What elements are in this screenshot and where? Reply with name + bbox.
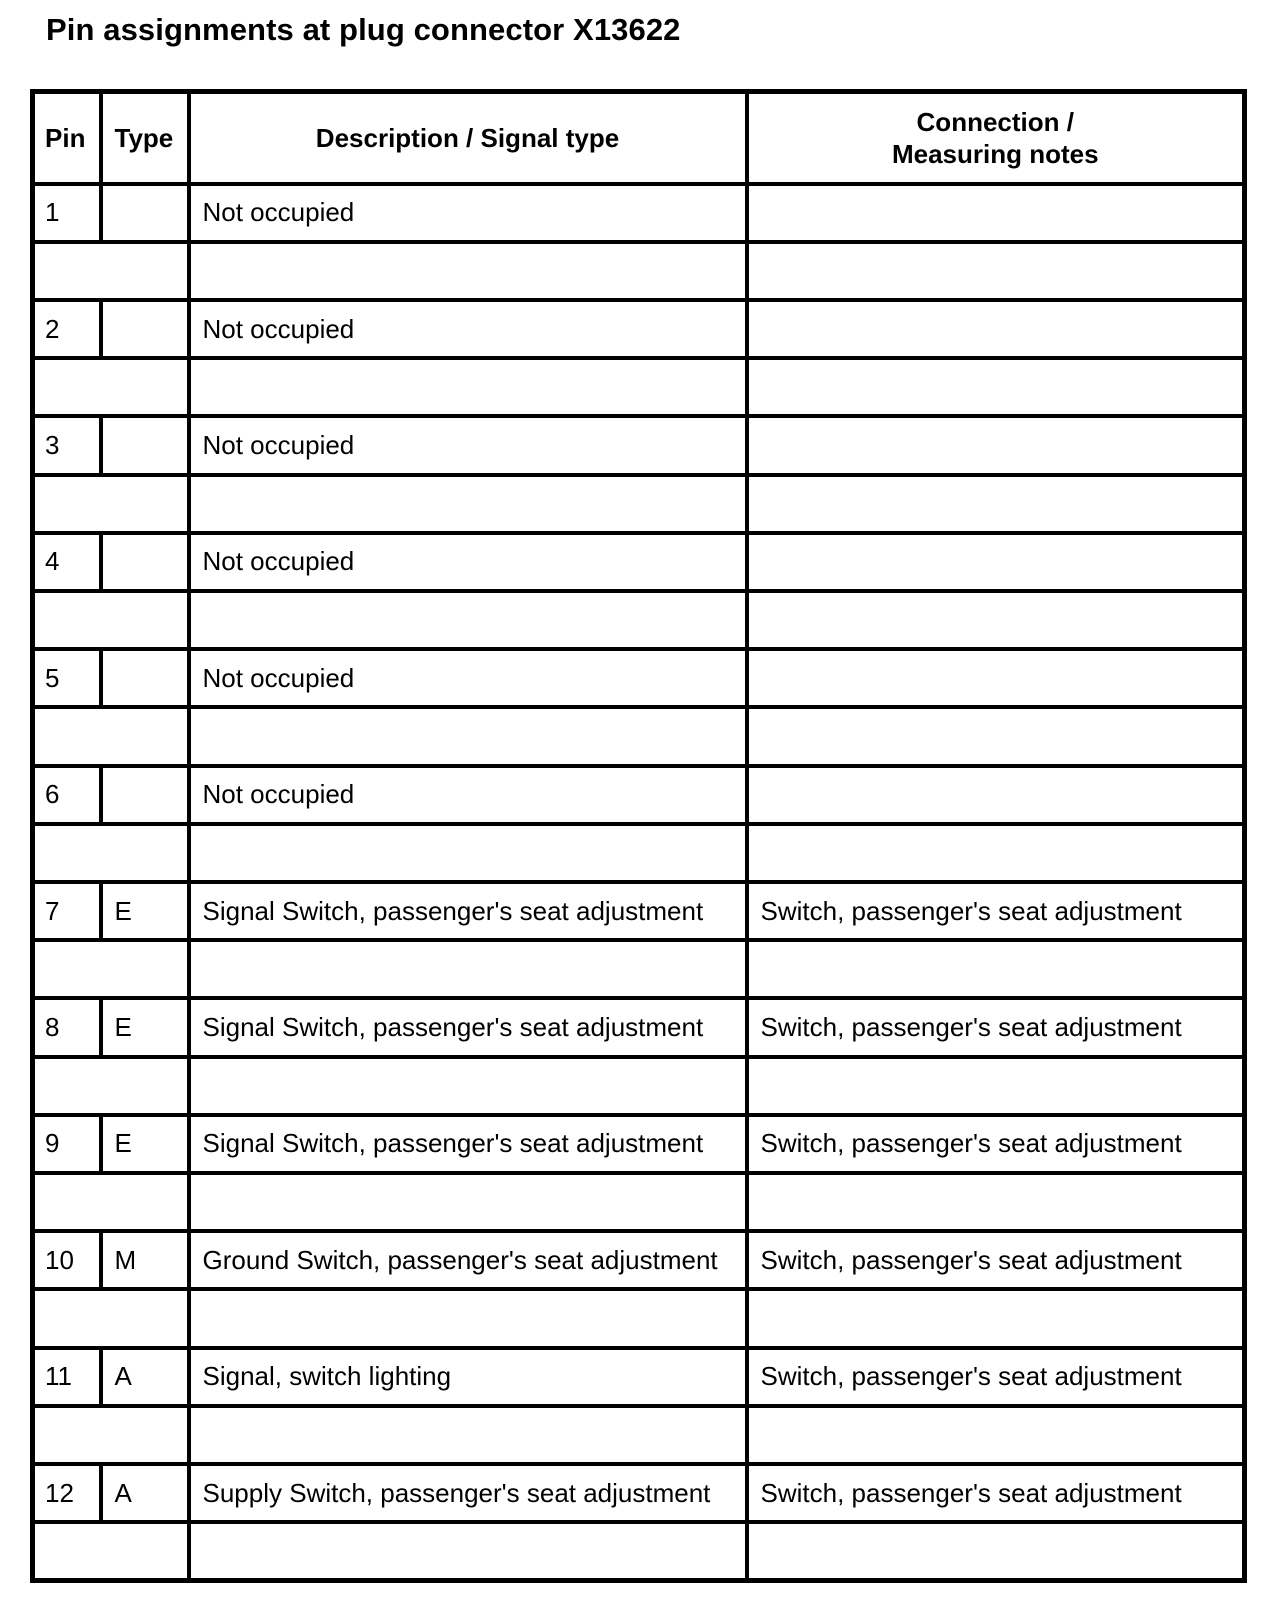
- spacer-cell-pin-type: [33, 358, 189, 416]
- spacer-cell-description: [189, 1173, 747, 1231]
- connection-cell: [747, 184, 1245, 242]
- header-description: Description / Signal type: [189, 92, 747, 184]
- spacer-cell-description: [189, 1289, 747, 1347]
- description-cell: Signal Switch, passenger's seat adjustment: [189, 882, 747, 940]
- header-connection-line1: Connection /: [916, 106, 1074, 137]
- description-cell: Not occupied: [189, 533, 747, 591]
- spacer-row: [33, 1289, 1245, 1347]
- table-row: [33, 416, 1245, 474]
- spacer-row: [33, 242, 1245, 300]
- spacer-cell-pin-type: [33, 1057, 189, 1115]
- pin-cell: 3: [33, 416, 101, 474]
- type-cell: [101, 649, 189, 707]
- type-cell: E: [101, 882, 189, 940]
- spacer-cell-description: [189, 358, 747, 416]
- spacer-row: [33, 940, 1245, 998]
- connection-cell: Switch, passenger's seat adjustment: [747, 1464, 1245, 1522]
- connection-cell: Switch, passenger's seat adjustment: [747, 1348, 1245, 1406]
- type-cell: [101, 766, 189, 824]
- spacer-cell-pin-type: [33, 1173, 189, 1231]
- description-cell: Not occupied: [189, 766, 747, 824]
- spacer-cell-description: [189, 1406, 747, 1464]
- pin-cell: 1: [33, 184, 101, 242]
- spacer-row: [33, 358, 1245, 416]
- pin-cell: 4: [33, 533, 101, 591]
- type-cell: A: [101, 1464, 189, 1522]
- spacer-cell-description: [189, 824, 747, 882]
- table-row: [33, 998, 1245, 1056]
- description-cell: Not occupied: [189, 416, 747, 474]
- description-cell: Not occupied: [189, 649, 747, 707]
- type-cell: [101, 416, 189, 474]
- spacer-cell-connection: [747, 475, 1245, 533]
- spacer-row: [33, 1522, 1245, 1580]
- table-body: [33, 184, 1245, 1581]
- connection-cell: [747, 416, 1245, 474]
- description-cell: Not occupied: [189, 300, 747, 358]
- table-row: [33, 1115, 1245, 1173]
- type-cell: E: [101, 998, 189, 1056]
- pin-cell: 11: [33, 1348, 101, 1406]
- table-row: [33, 882, 1245, 940]
- table-row: [33, 1348, 1245, 1406]
- pin-cell: 12: [33, 1464, 101, 1522]
- spacer-cell-pin-type: [33, 824, 189, 882]
- description-cell: Supply Switch, passenger's seat adjustment: [189, 1464, 747, 1522]
- spacer-cell-description: [189, 1057, 747, 1115]
- connection-cell: [747, 300, 1245, 358]
- table-row: [33, 1464, 1245, 1522]
- type-cell: E: [101, 1115, 189, 1173]
- spacer-cell-pin-type: [33, 591, 189, 649]
- table-row: [33, 1231, 1245, 1289]
- spacer-cell-connection: [747, 1057, 1245, 1115]
- spacer-row: [33, 707, 1245, 765]
- description-cell: Not occupied: [189, 184, 747, 242]
- table-row: [33, 766, 1245, 824]
- connection-cell: [747, 649, 1245, 707]
- spacer-cell-pin-type: [33, 475, 189, 533]
- connection-cell: Switch, passenger's seat adjustment: [747, 998, 1245, 1056]
- spacer-cell-connection: [747, 591, 1245, 649]
- connection-cell: [747, 766, 1245, 824]
- type-cell: M: [101, 1231, 189, 1289]
- connection-cell: Switch, passenger's seat adjustment: [747, 1115, 1245, 1173]
- pin-cell: 9: [33, 1115, 101, 1173]
- pin-cell: 6: [33, 766, 101, 824]
- spacer-cell-description: [189, 591, 747, 649]
- description-cell: Ground Switch, passenger's seat adjustment: [189, 1231, 747, 1289]
- spacer-row: [33, 1406, 1245, 1464]
- pin-cell: 5: [33, 649, 101, 707]
- description-cell: Signal Switch, passenger's seat adjustment: [189, 998, 747, 1056]
- pin-cell: 7: [33, 882, 101, 940]
- spacer-cell-connection: [747, 242, 1245, 300]
- spacer-cell-connection: [747, 707, 1245, 765]
- spacer-cell-connection: [747, 1173, 1245, 1231]
- table-row: [33, 649, 1245, 707]
- connection-cell: Switch, passenger's seat adjustment: [747, 882, 1245, 940]
- spacer-cell-pin-type: [33, 707, 189, 765]
- spacer-cell-pin-type: [33, 940, 189, 998]
- header-connection-line2: Measuring notes: [891, 138, 1099, 169]
- table-header-row: [33, 92, 1245, 184]
- spacer-cell-connection: [747, 824, 1245, 882]
- pin-cell: 2: [33, 300, 101, 358]
- spacer-cell-connection: [747, 1289, 1245, 1347]
- connection-cell: [747, 533, 1245, 591]
- description-cell: Signal, switch lighting: [189, 1348, 747, 1406]
- spacer-cell-pin-type: [33, 242, 189, 300]
- spacer-cell-connection: [747, 940, 1245, 998]
- pin-cell: 8: [33, 998, 101, 1056]
- spacer-cell-description: [189, 475, 747, 533]
- type-cell: [101, 300, 189, 358]
- pin-cell: 10: [33, 1231, 101, 1289]
- spacer-cell-pin-type: [33, 1406, 189, 1464]
- header-connection: [747, 92, 1245, 184]
- spacer-cell-description: [189, 242, 747, 300]
- spacer-cell-pin-type: [33, 1522, 189, 1580]
- spacer-row: [33, 1057, 1245, 1115]
- spacer-row: [33, 824, 1245, 882]
- pin-assignment-table: [30, 89, 1247, 1583]
- spacer-cell-connection: [747, 1406, 1245, 1464]
- spacer-row: [33, 475, 1245, 533]
- spacer-cell-description: [189, 1522, 747, 1580]
- spacer-cell-pin-type: [33, 1289, 189, 1347]
- table-row: [33, 533, 1245, 591]
- spacer-cell-description: [189, 707, 747, 765]
- description-cell: Signal Switch, passenger's seat adjustment: [189, 1115, 747, 1173]
- spacer-cell-description: [189, 940, 747, 998]
- spacer-row: [33, 1173, 1245, 1231]
- spacer-row: [33, 591, 1245, 649]
- spacer-cell-connection: [747, 358, 1245, 416]
- type-cell: A: [101, 1348, 189, 1406]
- connection-cell: Switch, passenger's seat adjustment: [747, 1231, 1245, 1289]
- table-row: [33, 300, 1245, 358]
- type-cell: [101, 533, 189, 591]
- header-type: Type: [101, 92, 189, 184]
- table-row: [33, 184, 1245, 242]
- header-pin: Pin: [33, 92, 101, 184]
- page-title: Pin assignments at plug connector X13622: [46, 12, 681, 47]
- type-cell: [101, 184, 189, 242]
- spacer-cell-connection: [747, 1522, 1245, 1580]
